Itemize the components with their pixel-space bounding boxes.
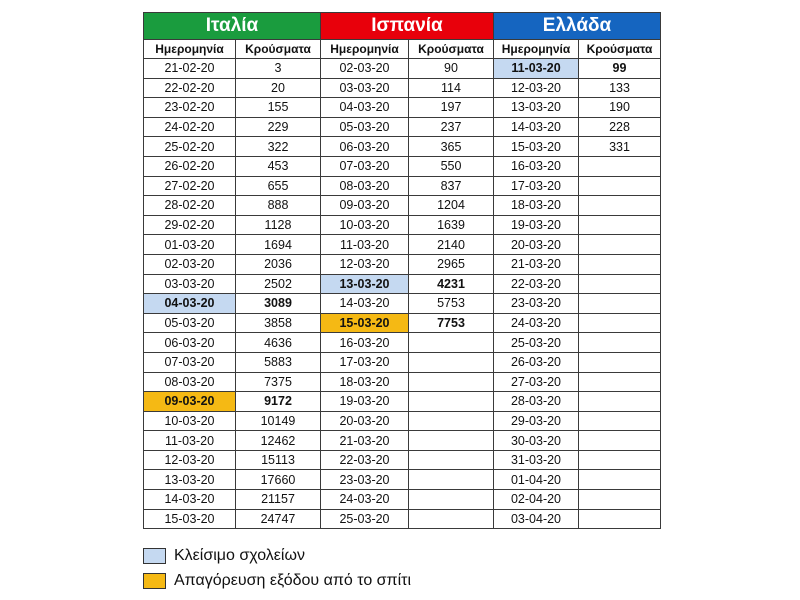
italy-cases-cell: 1694 (236, 235, 321, 255)
spain-date-cell: 12-03-20 (321, 254, 409, 274)
spain-date-cell: 02-03-20 (321, 59, 409, 79)
spain-cases-cell: 1639 (409, 215, 494, 235)
spain-date-cell: 17-03-20 (321, 352, 409, 372)
greece-cases-cell (579, 294, 661, 314)
spain-date-cell: 11-03-20 (321, 235, 409, 255)
table-row (144, 117, 661, 137)
greece-date-cell: 30-03-20 (494, 431, 579, 451)
table-row (144, 431, 661, 451)
spain-cases-cell (409, 431, 494, 451)
italy-date-cell: 15-03-20 (144, 509, 236, 529)
italy-cases-cell: 2036 (236, 254, 321, 274)
spain-date-cell: 04-03-20 (321, 98, 409, 118)
country-header-italy: Ιταλία (144, 13, 321, 40)
table-row (144, 196, 661, 216)
cases-column-header: Κρούσματα (409, 40, 494, 59)
greece-cases-cell (579, 392, 661, 412)
table-row (144, 78, 661, 98)
spain-date-cell: 14-03-20 (321, 294, 409, 314)
spain-cases-cell (409, 352, 494, 372)
date-column-header: Ημερομηνία (494, 40, 579, 59)
greece-cases-cell: 190 (579, 98, 661, 118)
table-row (144, 450, 661, 470)
spain-cases-cell: 365 (409, 137, 494, 157)
spain-date-cell: 10-03-20 (321, 215, 409, 235)
greece-date-cell: 27-03-20 (494, 372, 579, 392)
italy-cases-cell: 3089 (236, 294, 321, 314)
italy-cases-cell: 17660 (236, 470, 321, 490)
greece-cases-cell (579, 196, 661, 216)
spain-date-cell: 06-03-20 (321, 137, 409, 157)
greece-cases-cell (579, 470, 661, 490)
spain-date-cell: 05-03-20 (321, 117, 409, 137)
greece-cases-cell (579, 352, 661, 372)
table-row (144, 235, 661, 255)
greece-cases-cell (579, 313, 661, 333)
greece-date-cell: 25-03-20 (494, 333, 579, 353)
spain-cases-cell (409, 509, 494, 529)
table-row (144, 470, 661, 490)
spain-cases-cell: 90 (409, 59, 494, 79)
spain-date-cell: 22-03-20 (321, 450, 409, 470)
spain-cases-cell (409, 490, 494, 510)
greece-date-cell: 03-04-20 (494, 509, 579, 529)
spain-date-cell: 09-03-20 (321, 196, 409, 216)
italy-cases-cell: 229 (236, 117, 321, 137)
greece-cases-cell (579, 235, 661, 255)
italy-date-cell: 22-02-20 (144, 78, 236, 98)
italy-cases-cell: 12462 (236, 431, 321, 451)
italy-cases-cell: 10149 (236, 411, 321, 431)
date-column-header: Ημερομηνία (321, 40, 409, 59)
italy-date-cell: 23-02-20 (144, 98, 236, 118)
table-row (144, 392, 661, 412)
table-row (144, 313, 661, 333)
spain-cases-cell (409, 411, 494, 431)
greece-date-cell: 12-03-20 (494, 78, 579, 98)
greece-cases-cell (579, 254, 661, 274)
table-row (144, 59, 661, 79)
italy-cases-cell: 3 (236, 59, 321, 79)
greece-cases-cell (579, 333, 661, 353)
spain-date-cell: 24-03-20 (321, 490, 409, 510)
italy-date-cell: 03-03-20 (144, 274, 236, 294)
italy-cases-cell: 21157 (236, 490, 321, 510)
spain-cases-cell: 1204 (409, 196, 494, 216)
greece-date-cell: 16-03-20 (494, 156, 579, 176)
table-row (144, 352, 661, 372)
greece-cases-cell (579, 274, 661, 294)
italy-date-cell: 04-03-20 (144, 294, 236, 314)
spain-date-cell: 21-03-20 (321, 431, 409, 451)
italy-date-cell: 10-03-20 (144, 411, 236, 431)
table-row (144, 137, 661, 157)
greece-date-cell: 02-04-20 (494, 490, 579, 510)
italy-date-cell: 01-03-20 (144, 235, 236, 255)
italy-cases-cell: 2502 (236, 274, 321, 294)
legend-item-lockdown (143, 572, 411, 590)
table-row (144, 372, 661, 392)
spain-cases-cell (409, 372, 494, 392)
italy-cases-cell: 15113 (236, 450, 321, 470)
greece-cases-cell (579, 450, 661, 470)
greece-date-cell: 24-03-20 (494, 313, 579, 333)
greece-cases-cell (579, 490, 661, 510)
italy-cases-cell: 5883 (236, 352, 321, 372)
italy-cases-cell: 4636 (236, 333, 321, 353)
greece-date-cell: 19-03-20 (494, 215, 579, 235)
spain-cases-cell: 5753 (409, 294, 494, 314)
italy-date-cell: 08-03-20 (144, 372, 236, 392)
table-row (144, 98, 661, 118)
greece-cases-cell: 133 (579, 78, 661, 98)
table-row (144, 176, 661, 196)
greece-cases-cell (579, 215, 661, 235)
greece-cases-cell (579, 431, 661, 451)
greece-date-cell: 22-03-20 (494, 274, 579, 294)
italy-cases-cell: 888 (236, 196, 321, 216)
greece-date-cell: 14-03-20 (494, 117, 579, 137)
spain-cases-cell: 550 (409, 156, 494, 176)
greece-date-cell: 28-03-20 (494, 392, 579, 412)
spain-cases-cell: 4231 (409, 274, 494, 294)
greece-cases-cell (579, 176, 661, 196)
italy-cases-cell: 155 (236, 98, 321, 118)
greece-date-cell: 01-04-20 (494, 470, 579, 490)
spain-date-cell: 08-03-20 (321, 176, 409, 196)
spain-cases-cell (409, 392, 494, 412)
greece-date-cell: 18-03-20 (494, 196, 579, 216)
legend-swatch-lockdown (143, 573, 166, 589)
italy-date-cell: 27-02-20 (144, 176, 236, 196)
italy-date-cell: 13-03-20 (144, 470, 236, 490)
spain-cases-cell (409, 450, 494, 470)
spain-date-cell: 16-03-20 (321, 333, 409, 353)
greece-cases-cell (579, 509, 661, 529)
spain-cases-cell: 114 (409, 78, 494, 98)
table-row (144, 333, 661, 353)
spain-date-cell: 18-03-20 (321, 372, 409, 392)
table-row (144, 509, 661, 529)
greece-date-cell: 26-03-20 (494, 352, 579, 372)
italy-date-cell: 07-03-20 (144, 352, 236, 372)
spain-date-cell: 19-03-20 (321, 392, 409, 412)
greece-date-cell: 13-03-20 (494, 98, 579, 118)
table-row (144, 156, 661, 176)
country-header-row (144, 13, 661, 40)
table-row (144, 215, 661, 235)
italy-cases-cell: 3858 (236, 313, 321, 333)
greece-date-cell: 29-03-20 (494, 411, 579, 431)
greece-date-cell: 20-03-20 (494, 235, 579, 255)
spain-cases-cell: 2140 (409, 235, 494, 255)
italy-cases-cell: 322 (236, 137, 321, 157)
legend-label-lockdown: Απαγόρευση εξόδου από το σπίτι (174, 572, 412, 589)
spain-cases-cell: 2965 (409, 254, 494, 274)
legend-swatch-school-closure (143, 548, 166, 564)
greece-date-cell: 21-03-20 (494, 254, 579, 274)
spain-cases-cell: 7753 (409, 313, 494, 333)
greece-date-cell: 23-03-20 (494, 294, 579, 314)
spain-cases-cell: 837 (409, 176, 494, 196)
country-header-spain: Ισπανία (321, 13, 494, 40)
table-row (144, 274, 661, 294)
italy-date-cell: 21-02-20 (144, 59, 236, 79)
italy-date-cell: 11-03-20 (144, 431, 236, 451)
italy-cases-cell: 655 (236, 176, 321, 196)
legend-label-school-closure: Κλείσιμο σχολείων (174, 547, 305, 564)
greece-cases-cell: 228 (579, 117, 661, 137)
greece-cases-cell: 99 (579, 59, 661, 79)
italy-date-cell: 24-02-20 (144, 117, 236, 137)
italy-date-cell: 06-03-20 (144, 333, 236, 353)
greece-date-cell: 31-03-20 (494, 450, 579, 470)
italy-cases-cell: 1128 (236, 215, 321, 235)
country-header-greece: Ελλάδα (494, 13, 661, 40)
italy-date-cell: 09-03-20 (144, 392, 236, 412)
italy-cases-cell: 7375 (236, 372, 321, 392)
table-row (144, 254, 661, 274)
spain-cases-cell (409, 470, 494, 490)
spain-date-cell: 03-03-20 (321, 78, 409, 98)
spain-date-cell: 20-03-20 (321, 411, 409, 431)
spain-cases-cell: 197 (409, 98, 494, 118)
greece-date-cell: 17-03-20 (494, 176, 579, 196)
greece-cases-cell: 331 (579, 137, 661, 157)
spain-cases-cell: 237 (409, 117, 494, 137)
greece-cases-cell (579, 372, 661, 392)
spain-date-cell: 07-03-20 (321, 156, 409, 176)
spain-date-cell: 25-03-20 (321, 509, 409, 529)
italy-date-cell: 14-03-20 (144, 490, 236, 510)
cases-table (143, 12, 661, 529)
spain-date-cell: 13-03-20 (321, 274, 409, 294)
italy-date-cell: 28-02-20 (144, 196, 236, 216)
italy-cases-cell: 20 (236, 78, 321, 98)
italy-date-cell: 29-02-20 (144, 215, 236, 235)
table-row (144, 411, 661, 431)
greece-cases-cell (579, 156, 661, 176)
greece-date-cell: 11-03-20 (494, 59, 579, 79)
italy-date-cell: 05-03-20 (144, 313, 236, 333)
spain-date-cell: 23-03-20 (321, 470, 409, 490)
italy-date-cell: 02-03-20 (144, 254, 236, 274)
italy-cases-cell: 9172 (236, 392, 321, 412)
spain-cases-cell (409, 333, 494, 353)
spain-date-cell: 15-03-20 (321, 313, 409, 333)
cases-column-header: Κρούσματα (236, 40, 321, 59)
column-header-row (144, 40, 661, 59)
cases-column-header: Κρούσματα (579, 40, 661, 59)
table-row (144, 294, 661, 314)
greece-date-cell: 15-03-20 (494, 137, 579, 157)
legend-item-school-closure (143, 547, 305, 565)
date-column-header: Ημερομηνία (144, 40, 236, 59)
table-row (144, 490, 661, 510)
italy-date-cell: 12-03-20 (144, 450, 236, 470)
italy-date-cell: 26-02-20 (144, 156, 236, 176)
italy-cases-cell: 24747 (236, 509, 321, 529)
greece-cases-cell (579, 411, 661, 431)
italy-cases-cell: 453 (236, 156, 321, 176)
italy-date-cell: 25-02-20 (144, 137, 236, 157)
